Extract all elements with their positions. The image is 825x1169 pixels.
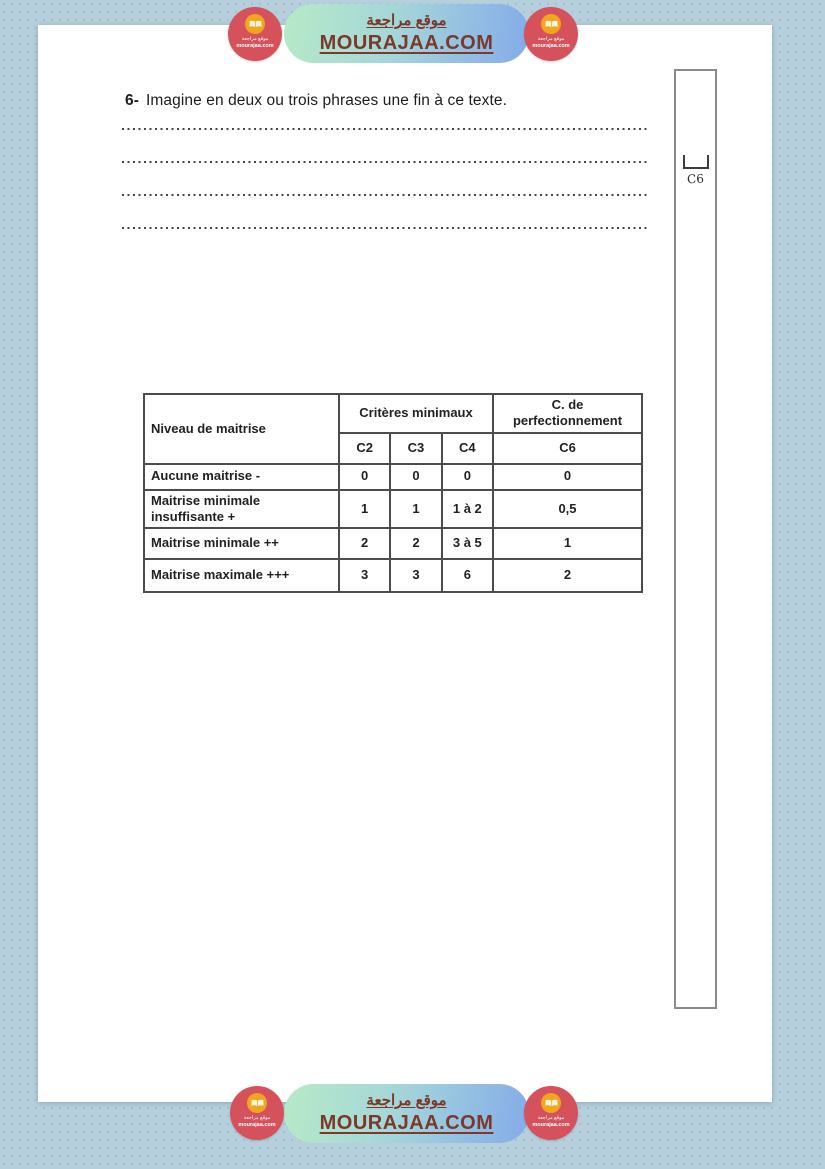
score-cell: 0 — [442, 464, 493, 490]
site-url-link[interactable]: MOURAJAA.COM — [319, 31, 494, 54]
rubric-group-header: Critères minimaux — [339, 394, 493, 433]
criteria-header-c3: C3 — [390, 433, 441, 464]
mourajaa-logo — [230, 1086, 284, 1140]
score-cell: 1 — [339, 490, 390, 529]
book-icon — [245, 14, 265, 34]
logo-site-url: mourajaa.com — [238, 1121, 276, 1128]
logo-site-url: mourajaa.com — [236, 42, 274, 49]
logo-site-name-arabic: موقع مراجعة — [537, 1115, 565, 1121]
question-number: 6- — [125, 92, 139, 109]
rubric-table — [143, 393, 643, 593]
site-name-arabic-link[interactable]: موقع مراجعة — [366, 1092, 447, 1110]
question-6 — [125, 92, 670, 110]
answer-line — [122, 227, 649, 229]
criteria-header-c4: C4 — [442, 433, 493, 464]
rubric-row-header: Niveau de maitrise — [144, 394, 339, 464]
table-row — [144, 464, 642, 490]
book-icon — [541, 1093, 561, 1113]
score-cell: 0 — [390, 464, 441, 490]
score-margin-column — [674, 69, 717, 1009]
score-cell: 6 — [442, 559, 493, 592]
table-row — [144, 528, 642, 559]
question-text: Imagine en deux ou trois phrases une fin à ce texte. — [145, 92, 508, 109]
criteria-header-c6: C6 — [493, 433, 642, 464]
score-cell: 1 — [390, 490, 441, 529]
score-cell: 0,5 — [493, 490, 642, 529]
book-icon — [541, 14, 561, 34]
mourajaa-logo — [228, 7, 282, 61]
table-row — [144, 490, 642, 529]
score-cell: 0 — [493, 464, 642, 490]
mourajaa-logo — [524, 7, 578, 61]
rubric-perfection-header: C. de perfectionnement — [493, 394, 642, 433]
score-cell: 0 — [339, 464, 390, 490]
level-label: Maitrise maximale +++ — [144, 559, 339, 592]
answer-line — [122, 194, 649, 196]
score-criterion-label: C6 — [686, 171, 705, 187]
answer-line — [122, 161, 649, 163]
logo-site-url: mourajaa.com — [532, 1121, 570, 1128]
logo-site-url: mourajaa.com — [532, 42, 570, 49]
mourajaa-logo — [524, 1086, 578, 1140]
table-row — [144, 559, 642, 592]
score-cell: 3 à 5 — [442, 528, 493, 559]
level-label: Maitrise minimale ++ — [144, 528, 339, 559]
bottom-banner — [284, 1084, 529, 1143]
answer-line — [122, 128, 649, 130]
logo-site-name-arabic: موقع مراجعة — [243, 1115, 271, 1121]
site-name-arabic-link[interactable]: موقع مراجعة — [366, 12, 447, 30]
book-icon — [247, 1093, 267, 1113]
level-label: Maitrise minimale insuffisante + — [144, 490, 339, 529]
site-url-link[interactable]: MOURAJAA.COM — [319, 1111, 494, 1134]
score-cell: 3 — [390, 559, 441, 592]
score-cell: 2 — [339, 528, 390, 559]
score-cell: 1 — [493, 528, 642, 559]
score-cell: 1 à 2 — [442, 490, 493, 529]
top-banner — [284, 4, 529, 63]
score-cell: 2 — [493, 559, 642, 592]
criteria-header-c2: C2 — [339, 433, 390, 464]
logo-site-name-arabic: موقع مراجعة — [537, 36, 565, 42]
logo-site-name-arabic: موقع مراجعة — [241, 36, 269, 42]
score-cell: 3 — [339, 559, 390, 592]
level-label: Aucune maitrise - — [144, 464, 339, 490]
score-bracket-icon — [683, 155, 709, 169]
score-cell: 2 — [390, 528, 441, 559]
answer-lines — [122, 128, 649, 260]
